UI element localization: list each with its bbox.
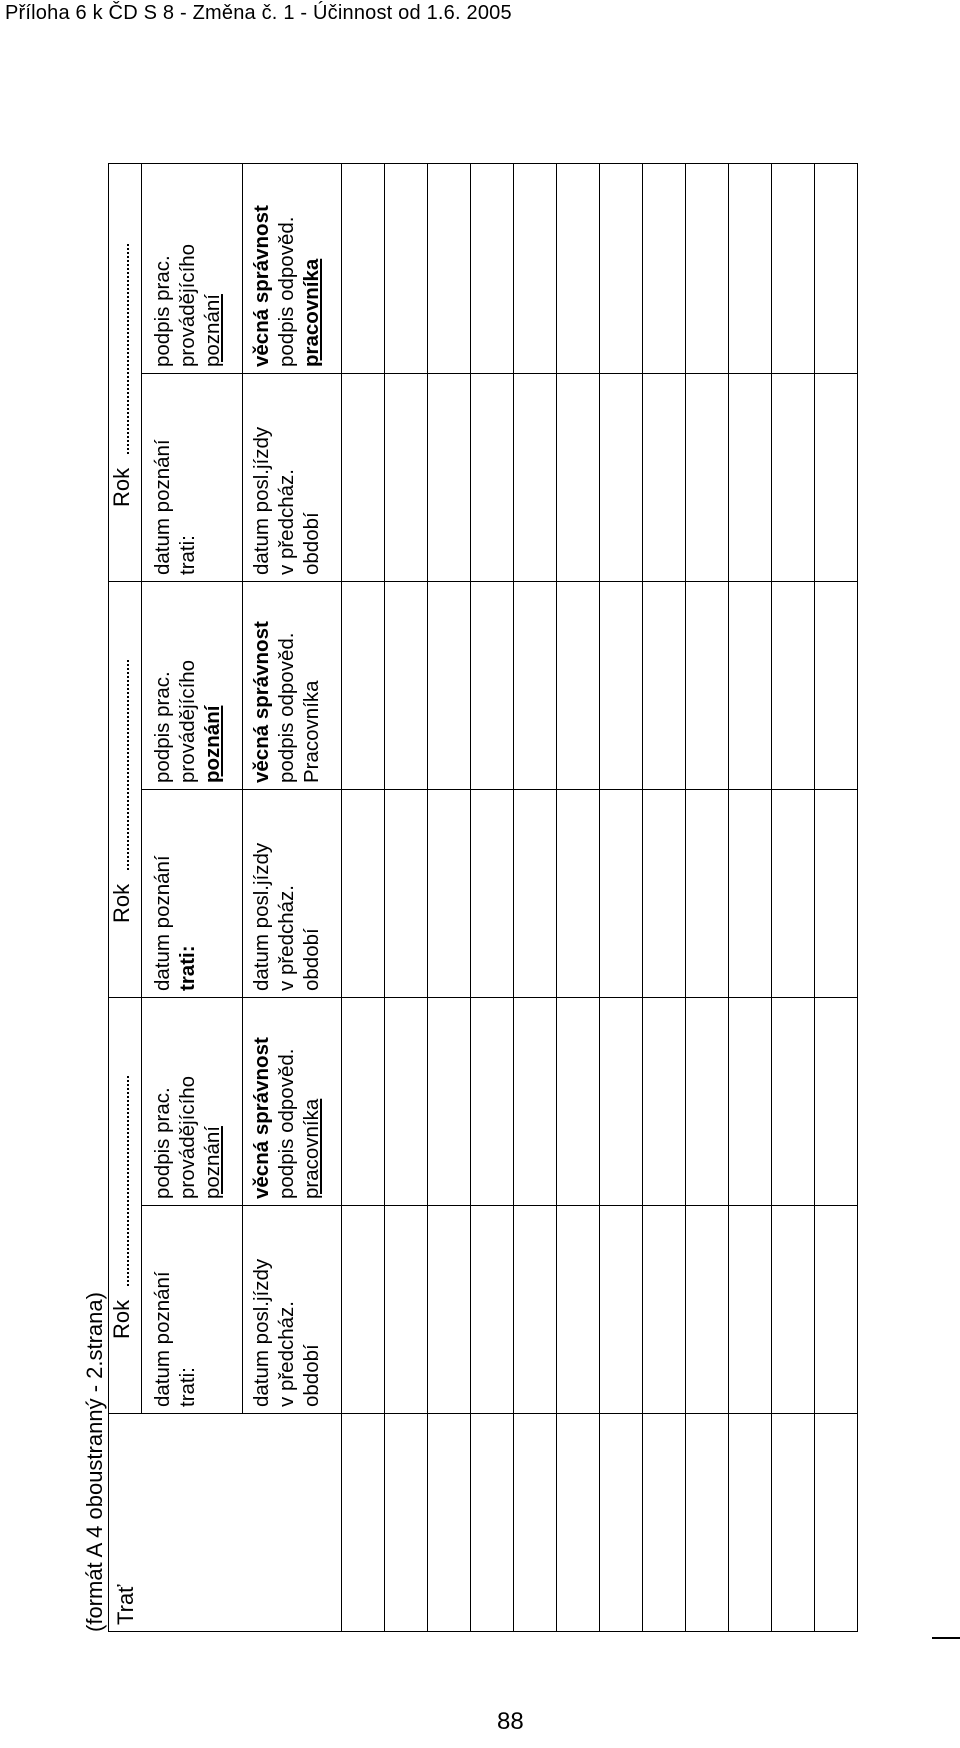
entry-cell[interactable] [385, 374, 428, 582]
correctness-cell-2: věcná správnost podpis odpověd. Pracovníka [243, 582, 342, 790]
date-cell-1: datum poznání trati: [142, 1206, 243, 1414]
entry-cell[interactable] [686, 164, 729, 374]
entry-cell[interactable] [815, 1206, 858, 1414]
trat-entry-cell[interactable] [729, 1414, 772, 1632]
entry-cell[interactable] [600, 998, 643, 1206]
entry-cell[interactable] [428, 164, 471, 374]
rok-label: Rok [109, 1299, 134, 1339]
rok-label: Rok [109, 883, 134, 923]
last-ride-row [243, 164, 342, 1632]
entry-cell[interactable] [342, 790, 385, 998]
trat-entry-cell[interactable] [772, 1414, 815, 1632]
entry-cell[interactable] [772, 1206, 815, 1414]
entry-cell[interactable] [772, 998, 815, 1206]
evidence-table [108, 163, 858, 1632]
last-ride-cell-3: datum posl.jízdy v předcház. období [243, 374, 342, 582]
entry-cell[interactable] [772, 164, 815, 374]
entry-cell[interactable] [385, 1206, 428, 1414]
entry-cell[interactable] [729, 164, 772, 374]
entry-cell[interactable] [471, 790, 514, 998]
trat-entry-cell[interactable] [557, 1414, 600, 1632]
entry-cell[interactable] [428, 1206, 471, 1414]
entry-cell[interactable] [557, 790, 600, 998]
entry-cell[interactable] [514, 164, 557, 374]
date-cell-3: datum poznání trati: [142, 374, 243, 582]
entry-cell[interactable] [514, 790, 557, 998]
entry-cell[interactable] [772, 790, 815, 998]
entry-cell[interactable] [729, 374, 772, 582]
entry-cell[interactable] [428, 582, 471, 790]
entry-cell[interactable] [815, 582, 858, 790]
entry-cell[interactable] [815, 374, 858, 582]
rok-header-1 [109, 998, 142, 1414]
entry-cell[interactable] [600, 582, 643, 790]
table-row [514, 164, 557, 1632]
entry-cell[interactable] [385, 582, 428, 790]
rok-year-field [109, 244, 129, 454]
rotated-form [82, 162, 892, 1632]
entry-cell[interactable] [643, 582, 686, 790]
entry-cell[interactable] [514, 1206, 557, 1414]
page-header: Příloha 6 k ČD S 8 - Změna č. 1 - Účinnost od 1.6. 2005 [5, 2, 512, 24]
empty-rows [342, 164, 858, 1632]
entry-cell[interactable] [514, 998, 557, 1206]
format-note: (formát A 4 oboustranný - 2.strana) [82, 1292, 107, 1632]
trat-entry-cell[interactable] [385, 1414, 428, 1632]
entry-cell[interactable] [342, 1206, 385, 1414]
table-row [428, 164, 471, 1632]
page-number: 88 [497, 1708, 524, 1735]
entry-cell[interactable] [557, 164, 600, 374]
entry-cell[interactable] [385, 998, 428, 1206]
entry-cell[interactable] [686, 374, 729, 582]
entry-cell[interactable] [686, 1206, 729, 1414]
entry-cell[interactable] [342, 998, 385, 1206]
table-row [643, 164, 686, 1632]
entry-cell[interactable] [600, 1206, 643, 1414]
table-row [772, 164, 815, 1632]
table-row [815, 164, 858, 1632]
trat-entry-cell[interactable] [600, 1414, 643, 1632]
trat-entry-cell[interactable] [471, 1414, 514, 1632]
trat-entry-cell[interactable] [815, 1414, 858, 1632]
table-row [686, 164, 729, 1632]
rok-header-row [109, 164, 142, 1632]
entry-cell[interactable] [600, 790, 643, 998]
entry-cell[interactable] [643, 164, 686, 374]
entry-cell[interactable] [557, 374, 600, 582]
entry-cell[interactable] [342, 374, 385, 582]
rok-year-field [109, 660, 129, 870]
sign-cell-2: podpis prac. provádějícího poznání [142, 582, 243, 790]
entry-cell[interactable] [815, 164, 858, 374]
trat-entry-cell[interactable] [514, 1414, 557, 1632]
entry-cell[interactable] [471, 374, 514, 582]
entry-cell[interactable] [385, 790, 428, 998]
last-ride-cell-2: datum posl.jízdy v předcház. období [243, 790, 342, 998]
sign-cell-3: podpis prac. provádějícího poznání [142, 164, 243, 374]
trat-entry-cell[interactable] [643, 1414, 686, 1632]
sign-cell-1: podpis prac. provádějícího poznání [142, 998, 243, 1206]
correctness-cell-3: věcná správnost podpis odpověd. pracovníka [243, 164, 342, 374]
entry-cell[interactable] [471, 582, 514, 790]
entry-cell[interactable] [471, 998, 514, 1206]
entry-cell[interactable] [557, 582, 600, 790]
entry-cell[interactable] [600, 164, 643, 374]
entry-cell[interactable] [729, 582, 772, 790]
entry-cell[interactable] [815, 998, 858, 1206]
trat-entry-cell[interactable] [342, 1414, 385, 1632]
correctness-cell-1: věcná správnost podpis odpověd. pracovníka [243, 998, 342, 1206]
entry-cell[interactable] [729, 998, 772, 1206]
entry-cell[interactable] [772, 582, 815, 790]
entry-cell[interactable] [471, 164, 514, 374]
entry-cell[interactable] [643, 1206, 686, 1414]
entry-cell[interactable] [815, 790, 858, 998]
entry-cell[interactable] [514, 374, 557, 582]
corner-mark [932, 1637, 960, 1639]
entry-cell[interactable] [643, 790, 686, 998]
entry-cell[interactable] [686, 790, 729, 998]
rok-year-field [109, 1076, 129, 1286]
entry-cell[interactable] [471, 1206, 514, 1414]
table-row [471, 164, 514, 1632]
entry-cell[interactable] [428, 790, 471, 998]
rok-header-2 [109, 582, 142, 998]
entry-cell[interactable] [643, 998, 686, 1206]
entry-cell[interactable] [385, 164, 428, 374]
table-row [342, 164, 385, 1632]
rok-header-3 [109, 164, 142, 582]
entry-cell[interactable] [729, 1206, 772, 1414]
table-row [557, 164, 600, 1632]
trat-entry-cell[interactable] [428, 1414, 471, 1632]
entry-cell[interactable] [428, 374, 471, 582]
entry-cell[interactable] [514, 582, 557, 790]
entry-cell[interactable] [686, 998, 729, 1206]
last-ride-cell-1: datum posl.jízdy v předcház. období [243, 1206, 342, 1414]
acquaintance-row [142, 164, 243, 1632]
date-cell-2: datum poznání trati: [142, 790, 243, 998]
entry-cell[interactable] [772, 374, 815, 582]
table-row [729, 164, 772, 1632]
entry-cell[interactable] [557, 1206, 600, 1414]
entry-cell[interactable] [342, 164, 385, 374]
entry-cell[interactable] [600, 374, 643, 582]
entry-cell[interactable] [428, 998, 471, 1206]
rok-label: Rok [109, 467, 134, 507]
entry-cell[interactable] [729, 790, 772, 998]
entry-cell[interactable] [557, 998, 600, 1206]
trat-header-cell: Trať [109, 1414, 342, 1632]
trat-entry-cell[interactable] [686, 1414, 729, 1632]
entry-cell[interactable] [643, 374, 686, 582]
table-row [600, 164, 643, 1632]
entry-cell[interactable] [342, 582, 385, 790]
table-row [385, 164, 428, 1632]
entry-cell[interactable] [686, 582, 729, 790]
